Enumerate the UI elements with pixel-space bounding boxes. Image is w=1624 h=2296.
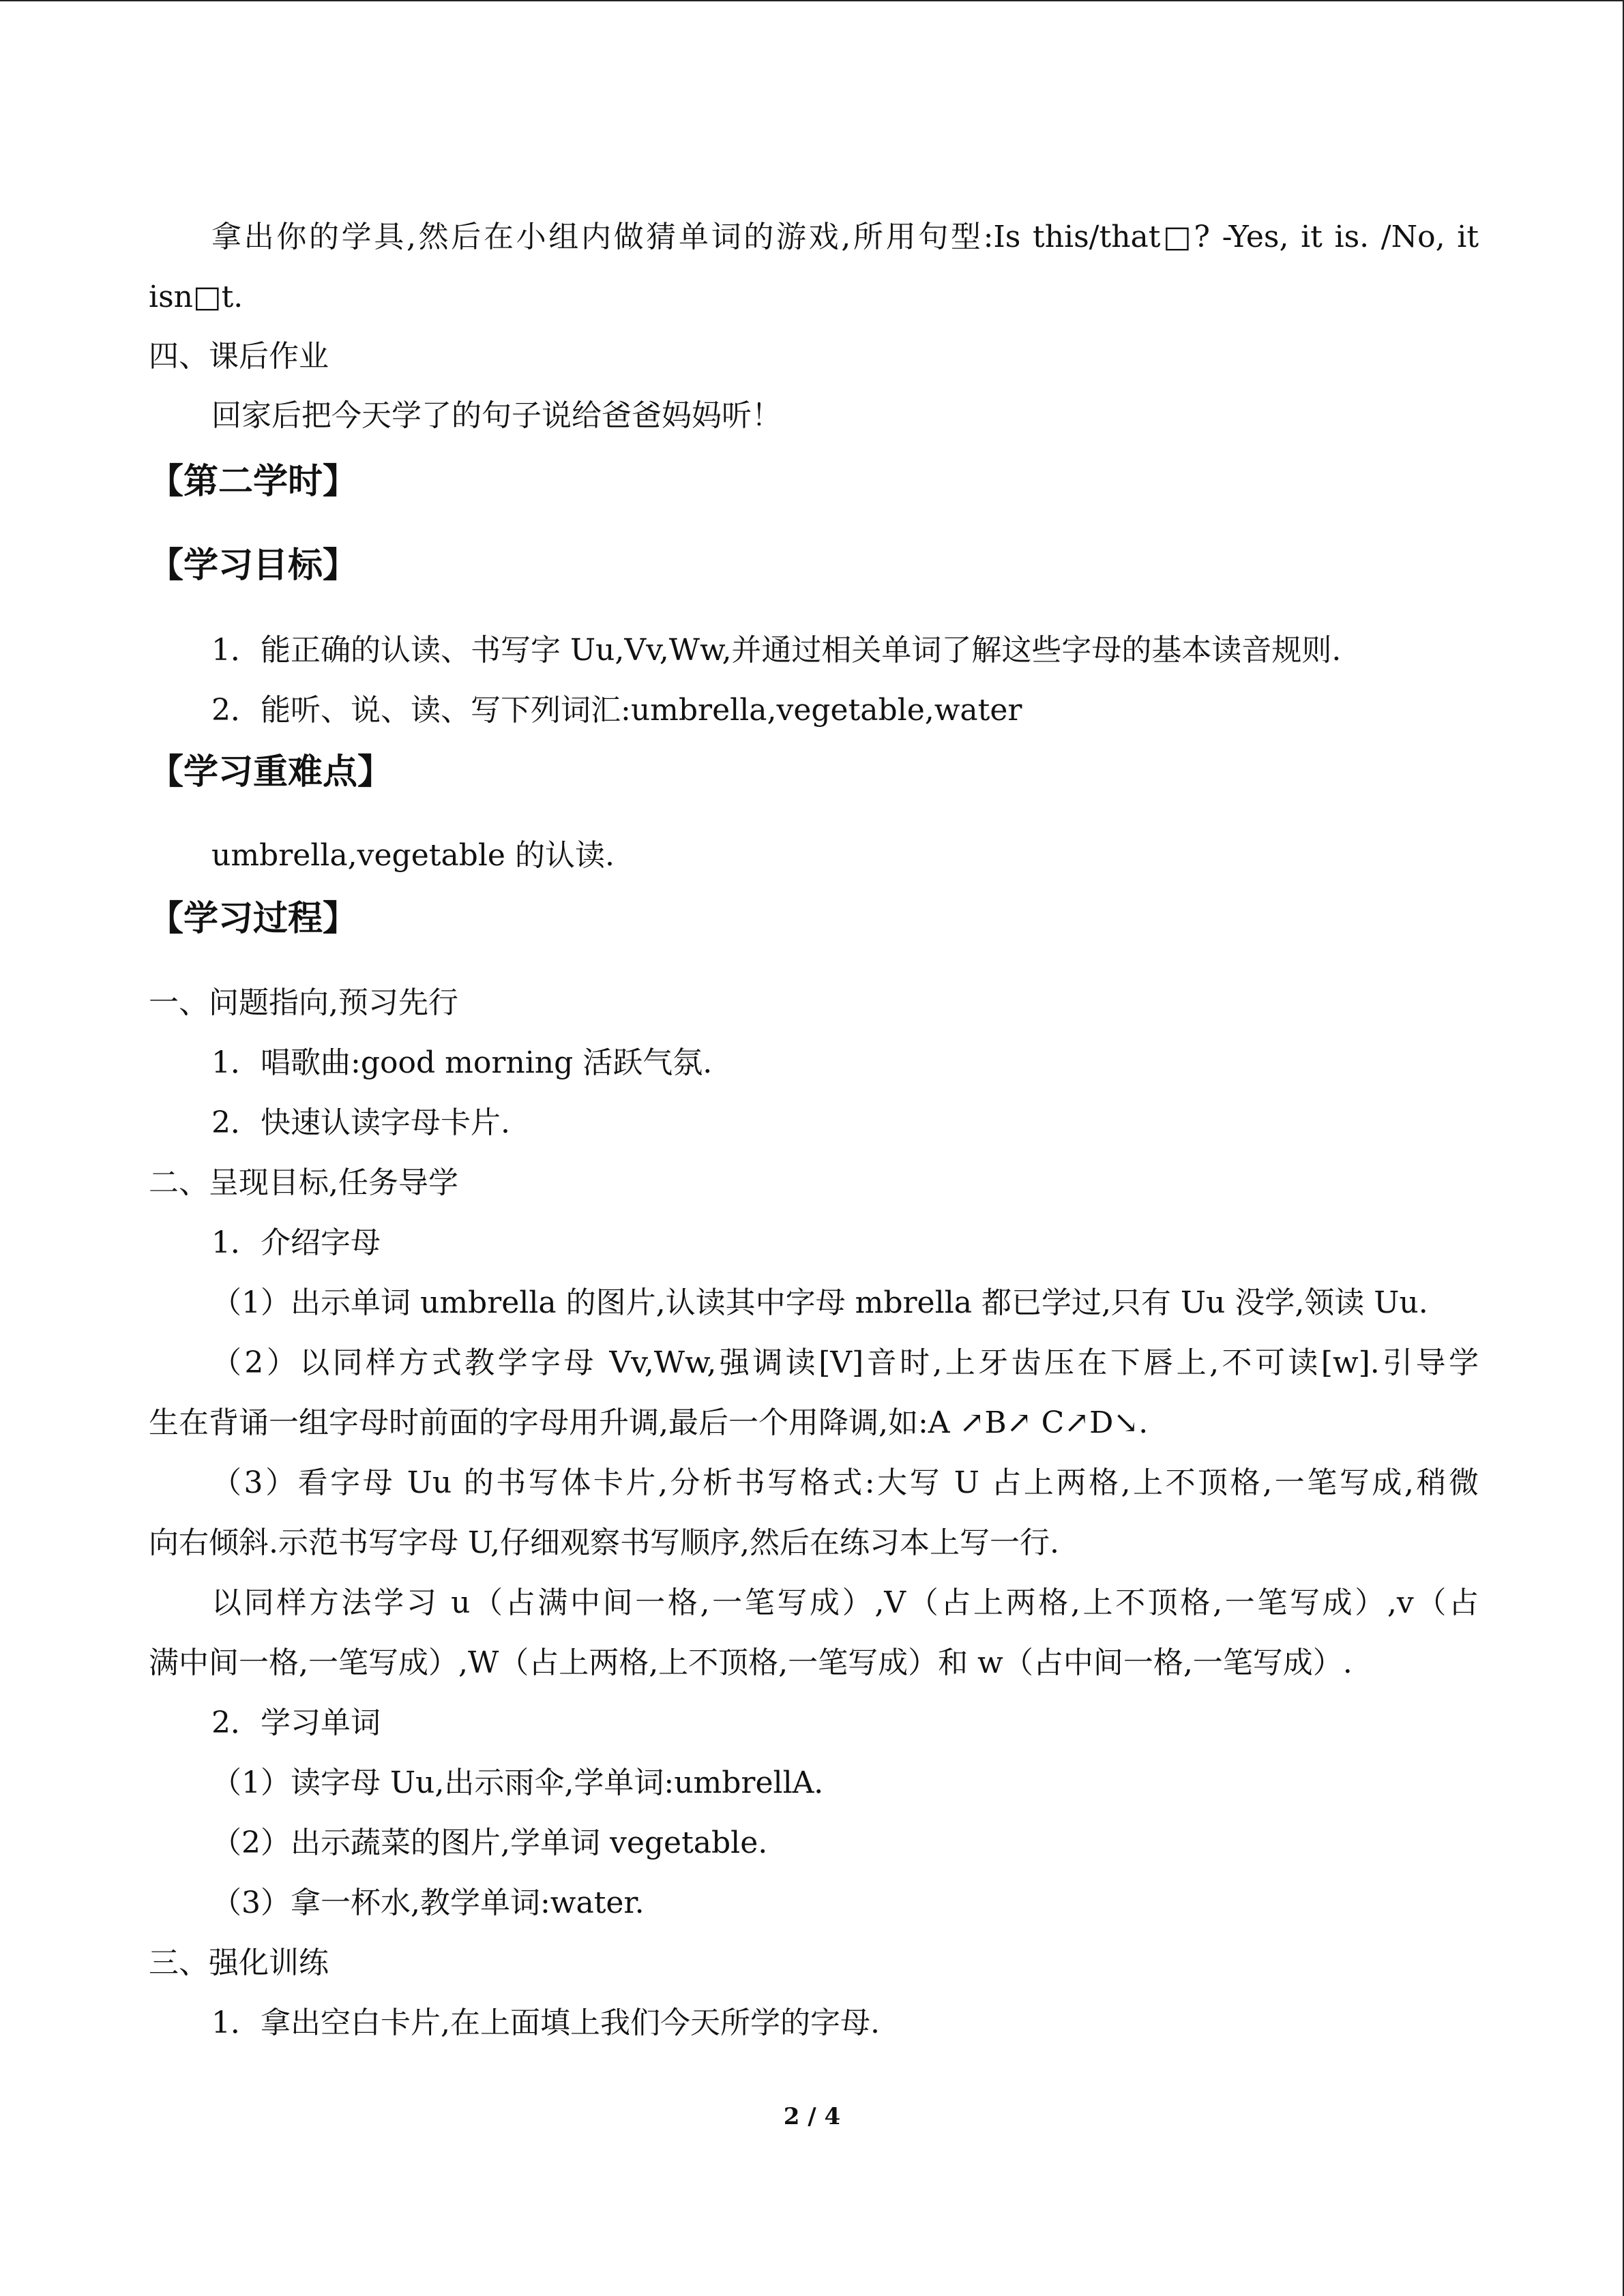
section-2-item-2: 2．学习单词 [211,1705,381,1740]
game-instruction-cont: isn□t. [149,280,243,314]
objective-1: 1．能正确的认读、书写字 Uu,Vv,Ww,并通过相关单词了解这些字母的基本读音规则. [211,633,1342,668]
objectives-heading: 【学习目标】 [149,546,358,586]
lesson-title: 【第二学时】 [149,462,358,502]
section-2-sub-2-line-1: （2）以同样方式教学字母 Vv,Ww,强调读[V]音时,上牙齿压在下唇上,不可读[w].引导学 [211,1345,1479,1380]
section-3-item-1: 1．拿出空白卡片,在上面填上我们今天所学的字母. [211,2006,880,2040]
difficulty-heading: 【学习重难点】 [149,752,393,792]
section-2-word-1: （1）读字母 Uu,出示雨伞,学单词:umbrellA． [211,1765,844,1800]
section-2-sub-1: （1）出示单词 umbrella 的图片,认读其中字母 mbrella 都已学过,只有 Uu 没学,领读 Uu. [211,1285,1428,1320]
section-2-item-1: 1．介绍字母 [211,1225,381,1260]
section-2-sub-3-line-1: （3）看字母 Uu 的书写体卡片,分析书写格式:大写 U 占上两格,上不顶格,一笔写成,稍微 [211,1465,1479,1500]
section-1-heading: 一、问题指向,预习先行 [149,985,458,1020]
section-2-same-method-line-2: 满中间一格,一笔写成）,W（占上两格,上不顶格,一笔写成）和 w（占中间一格,一笔写成）. [149,1645,1353,1680]
section-2-sub-2-line-2: 生在背诵一组字母时前面的字母用升调,最后一个用降调,如:A ↗B↗ C↗D↘. [149,1405,1149,1440]
process-heading: 【学习过程】 [149,899,358,939]
section-2-sub-3-line-2: 向右倾斜.示范书写字母 U,仔细观察书写顺序,然后在练习本上写一行. [149,1525,1059,1560]
difficulty-text: umbrella,vegetable 的认读. [211,838,615,873]
objective-2: 2．能听、说、读、写下列词汇:umbrella,vegetable,water [211,693,1022,728]
homework-text: 回家后把今天学了的句子说给爸爸妈妈听！ [211,398,782,433]
page-number: 2 / 4 [783,2103,841,2130]
section-3-heading: 三、强化训练 [149,1945,329,1980]
section-1-item-2: 2．快速认读字母卡片. [211,1105,510,1140]
section-1-item-1: 1．唱歌曲:good morning 活跃气氛. [211,1045,713,1080]
game-instruction: 拿出你的学具,然后在小组内做猜单词的游戏,所用句型:Is this/that□? -Yes, it is. /No, it [211,220,1479,254]
section-2-word-2: （2）出示蔬菜的图片,学单词 vegetable. [211,1825,768,1860]
section-2-heading: 二、呈现目标,任务导学 [149,1165,458,1200]
section-2-word-3: （3）拿一杯水,教学单词:water. [211,1885,645,1920]
homework-heading: 四、课后作业 [149,339,329,374]
section-2-same-method-line-1: 以同样方法学习 u（占满中间一格,一笔写成）,V（占上两格,上不顶格,一笔写成）,v（占 [211,1585,1479,1620]
